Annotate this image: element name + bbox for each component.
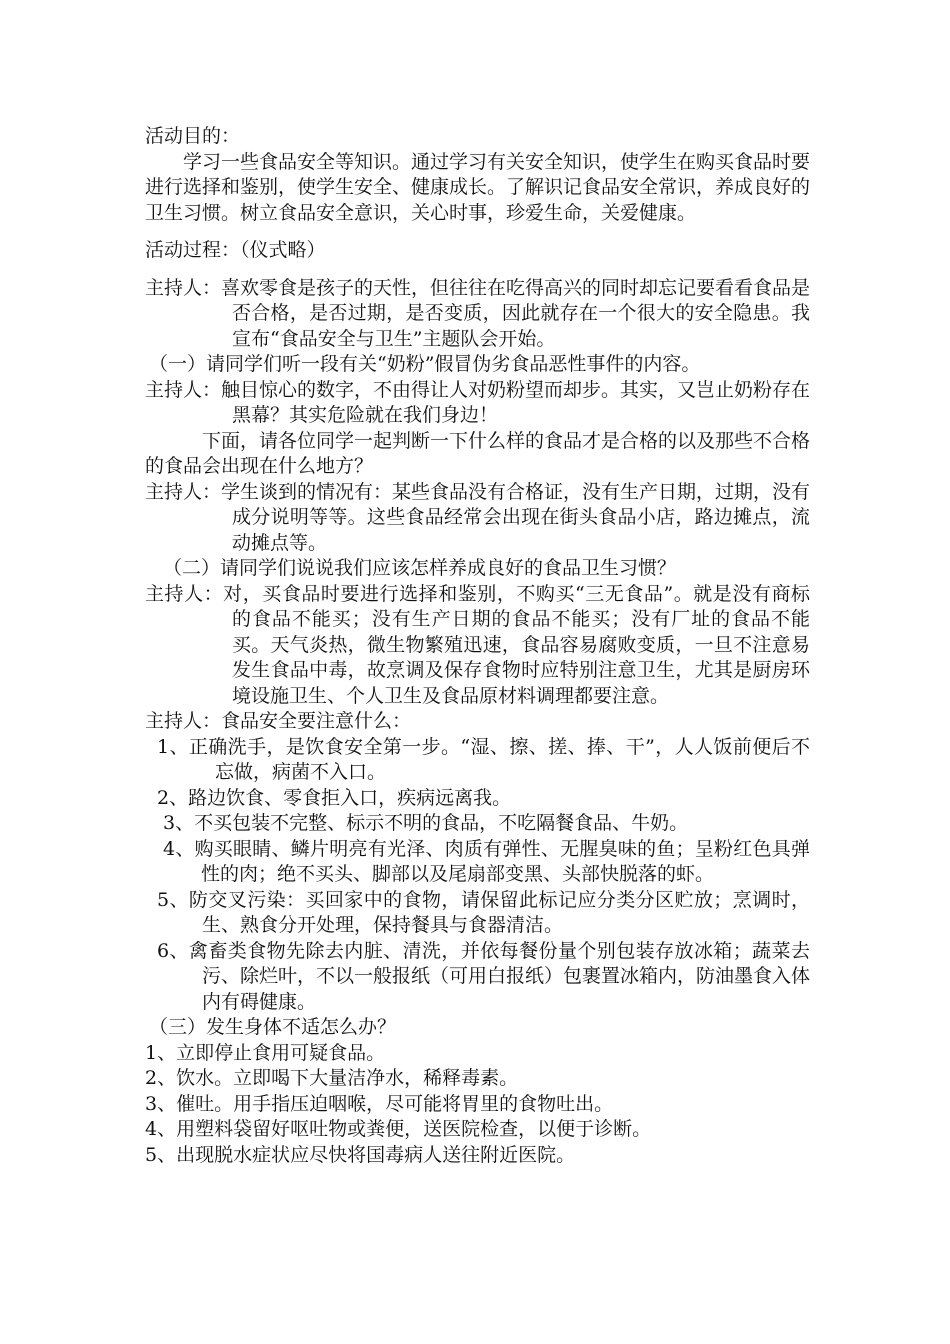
step-item: 1、立即停止食用可疑食品。 xyxy=(145,1041,386,1064)
host-remark-2: 主持人：触目惊心的数字，不由得让人对奶粉望而却步。其实，又岂止奶粉存在黑幕？其实危险就在我们身边！ xyxy=(145,378,811,426)
tip-item: 4、购买眼睛、鳞片明亮有光泽、肉质有弹性、无腥臭味的鱼；呈粉红色具弹性的肉；绝不买头、脚部以及尾扇部变黑、头部快脱落的虾。 xyxy=(163,837,810,885)
judge-paragraph: 下面，请各位同学一起判断一下什么样的食品才是合格的以及那些不合格的食品会出现在什么地方？ xyxy=(145,429,811,477)
section-3: （三）发生身体不适怎么办？ xyxy=(149,1016,397,1038)
spacer xyxy=(145,226,810,238)
process-heading: 活动过程：（仪式略） xyxy=(145,239,326,261)
purpose-body: 学习一些食品安全等知识。通过学习有关安全知识，使学生在购买食品时要进行选择和鉴别，使学生安全、健康成长。了解识记食品安全常识，养成良好的卫生习惯。树立食品安全意识，关心时事，珍爱生命，关爱健康。 xyxy=(145,150,811,224)
section-1: （一）请同学们听一段有关“奶粉”假冒伪劣食品恶性事件的内容。 xyxy=(149,353,701,375)
step-item: 2、饮水。立即喝下大量洁净水，稀释毒素。 xyxy=(145,1067,519,1089)
step-item: 5、出现脱水症状应尽快将国毒病人送往附近医院。 xyxy=(145,1143,576,1166)
purpose-heading: 活动目的： xyxy=(145,125,241,147)
host-remark-1: 主持人：喜欢零食是孩子的天性，但往往在吃得高兴的同时却忘记要看看食品是否合格，是否过期，是否变质，因此就存在一个很大的安全隐患。我宣布“食品安全与卫生”主题队会开始。 xyxy=(145,276,811,350)
section-2: （二）请同学们说说我们应该怎样养成良好的食品卫生习惯？ xyxy=(163,557,677,579)
host-remark-3: 主持人：学生谈到的情况有：某些食品没有合格证，没有生产日期，过期，没有成分说明等等。这些食品经常会出现在街头食品小店，路边摊点，流动摊点等。 xyxy=(145,480,811,554)
step-item: 4、用塑料袋留好呕吐物或粪便，送医院检查，以便于诊断。 xyxy=(145,1118,652,1140)
tip-item: 3、不买包装不完整、标示不明的食品，不吃隔餐食品、牛奶。 xyxy=(163,812,689,834)
tip-item: 5、防交叉污染：买回家中的食物，请保留此标记应分类分区贮放；烹调时，生、熟食分开处理，保持餐具与食器清洁。 xyxy=(157,888,810,936)
host-remark-4: 主持人：对，买食品时要进行选择和鉴别，不购买“三无食品”。就是没有商标的食品不能买；没有生产日期的食品不能买；没有厂址的食品不能买。天气炎热，微生物繁殖迅速，食品容易腐败变质，一旦不注意易发生食品中毒，故烹调及保存食物时应特别注意卫生，尤其是厨房环境设施卫生、个人卫生及食品原材料调理都要注意。 xyxy=(145,582,810,707)
tip-item: 2、路边饮食、零食拒入口，疾病远离我。 xyxy=(157,786,512,809)
document-body xyxy=(145,124,810,1168)
host-remark-5: 主持人：食品安全要注意什么： xyxy=(145,710,412,732)
spacer xyxy=(145,264,810,276)
tip-item: 6、禽畜类食物先除去内脏、清洗，并依每餐份量个别包装存放冰箱；蔬菜去污、除烂叶，不以一般报纸（可用白报纸）包裹置冰箱内，防油墨食入体内有碍健康。 xyxy=(157,939,811,1013)
step-item: 3、催吐。用手指压迫咽喉，尽可能将胃里的食物吐出。 xyxy=(145,1092,614,1115)
tip-item: 1、正确洗手，是饮食安全第一步。“湿、擦、搓、捧、干”，人人饭前便后不忘做，病菌不入口。 xyxy=(157,735,810,783)
